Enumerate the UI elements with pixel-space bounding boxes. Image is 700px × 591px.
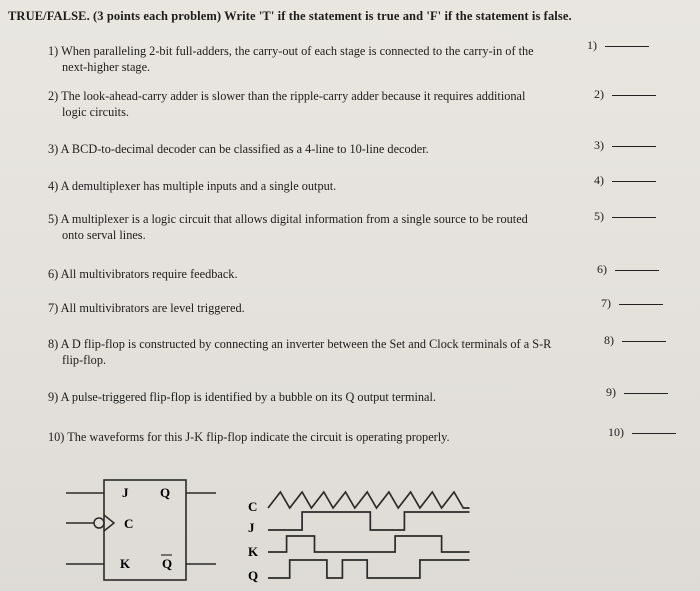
question-3 [48, 141, 568, 157]
question-9 [48, 389, 568, 405]
signal-label-c: C [248, 499, 258, 514]
question-text-continued: onto serval lines. [62, 228, 146, 242]
question-text-continued: flip-flop. [62, 353, 107, 367]
answer-line[interactable] [615, 269, 659, 271]
jk-flip-flop-figure [0, 460, 700, 591]
question-2 [48, 88, 568, 120]
answer-number: 3) [594, 138, 604, 152]
question-text-continued: next-higher stage. [62, 60, 151, 74]
answer-blank-2[interactable] [594, 87, 656, 102]
answer-line[interactable] [622, 340, 666, 342]
signal-label-j: J [248, 520, 255, 535]
answer-number: 6) [597, 262, 607, 276]
question-text-continued: logic circuits. [62, 105, 129, 119]
answer-line[interactable] [612, 216, 656, 218]
waveform-j [268, 512, 470, 530]
question-text: 7) All multivibrators are level triggered. [48, 301, 245, 315]
answer-line[interactable] [624, 392, 668, 394]
answer-number: 10) [608, 425, 624, 439]
question-6 [48, 266, 568, 282]
answer-number: 5) [594, 209, 604, 223]
ff-label-k: K [120, 556, 131, 571]
question-text: 4) A demultiplexer has multiple inputs and a single output. [48, 179, 337, 193]
answer-line[interactable] [619, 303, 663, 305]
waveform-c [268, 492, 470, 508]
ff-label-c: C [124, 516, 134, 531]
waveform-q [268, 560, 470, 578]
question-1 [48, 43, 568, 75]
question-text: 2) The look-ahead-carry adder is slower than the ripple-carry adder because it requires additional [48, 89, 526, 103]
question-text: 8) A D flip-flop is constructed by connecting an inverter between the Set and Clock terminals of a S-R [48, 337, 552, 351]
ff-label-qbar: Q [162, 556, 173, 571]
question-4 [48, 178, 568, 194]
section-header: TRUE/FALSE. (3 points each problem) Write 'T' if the statement is true and 'F' if the statement is false. [8, 9, 572, 23]
answer-line[interactable] [632, 432, 676, 434]
question-7 [48, 300, 568, 316]
answer-number: 9) [606, 385, 616, 399]
clock-triangle-icon [104, 515, 114, 531]
answer-line[interactable] [612, 145, 656, 147]
answer-blank-7[interactable] [601, 296, 663, 311]
ff-label-q: Q [160, 485, 171, 500]
question-text: 6) All multivibrators require feedback. [48, 267, 238, 281]
timing-waveforms [268, 492, 470, 578]
question-5 [48, 211, 568, 243]
answer-number: 2) [594, 87, 604, 101]
answer-blank-8[interactable] [604, 333, 666, 348]
question-text: 3) A BCD-to-decimal decoder can be classified as a 4-line to 10-line decoder. [48, 142, 429, 156]
answer-blank-4[interactable] [594, 173, 656, 188]
answer-number: 1) [587, 38, 597, 52]
answer-line[interactable] [612, 180, 656, 182]
question-text: 5) A multiplexer is a logic circuit that allows digital information from a single source to be routed [48, 212, 528, 226]
answer-number: 8) [604, 333, 614, 347]
answer-blank-9[interactable] [606, 385, 668, 400]
answer-blank-5[interactable] [594, 209, 656, 224]
question-text: 10) The waveforms for this J-K flip-flop indicate the circuit is operating properly. [48, 430, 450, 444]
question-text: 9) A pulse-triggered flip-flop is identified by a bubble on its Q output terminal. [48, 390, 436, 404]
answer-blank-10[interactable] [608, 425, 676, 440]
waveform-k [268, 536, 470, 552]
question-10 [48, 429, 568, 445]
answer-blank-1[interactable] [587, 38, 649, 53]
inversion-bubble-icon [94, 518, 104, 528]
answer-line[interactable] [605, 45, 649, 47]
question-text: 1) When paralleling 2-bit full-adders, the carry-out of each stage is connected to the carry-in of the [48, 44, 534, 58]
answer-line[interactable] [612, 94, 656, 96]
question-8 [48, 336, 568, 368]
answer-blank-6[interactable] [597, 262, 659, 277]
answer-number: 4) [594, 173, 604, 187]
flip-flop-box [104, 480, 186, 580]
ff-label-j: J [122, 485, 129, 500]
answer-number: 7) [601, 296, 611, 310]
answer-blank-3[interactable] [594, 138, 656, 153]
signal-label-k: K [248, 544, 259, 559]
signal-label-q: Q [248, 568, 259, 583]
